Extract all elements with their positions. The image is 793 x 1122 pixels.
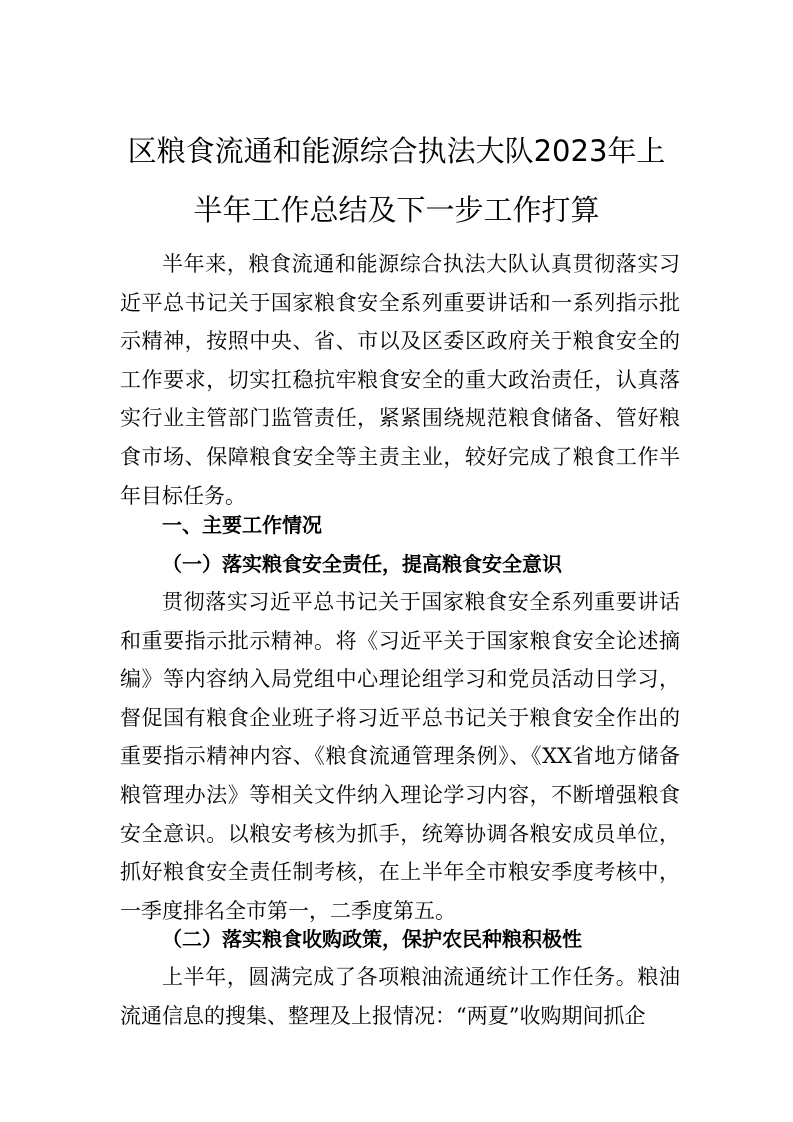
subsection-1-paragraph: 贯彻落实习近平总书记关于国家粮食安全系列重要讲话和重要指示批示精神。将《习近平关于国家粮食安全论述摘编》等内容纳入局党组中心理论组学习和党员活动日学习，督促国有粮食企业班子将习近平总书记关于粮食安全作出的重要指示精神内容、《粮食流通管理条例》、《XX省地方储备粮管理办法》等相关文件纳入理论学习内容，不断增强粮食安全意识。以粮安考核为抓手，统筹协调各粮安成员单位，抓好粮食安全责任制考核，在上半年全市粮安季度考核中，一季度排名全市第一，二季度第五。 — [120, 590, 680, 923]
document-title-line-1: 区粮食流通和能源综合执法大队2023年上 — [127, 134, 666, 168]
document-title-line-2: 半年工作总结及下一步工作打算 — [193, 193, 600, 227]
section-heading-main-work: 一、主要工作情况 — [162, 513, 322, 537]
intro-paragraph: 半年来，粮食流通和能源综合执法大队认真贯彻落实习近平总书记关于国家粮食安全系列重要讲话和一系列指示批示精神，按照中央、省、市以及区委区政府关于粮食安全的工作要求，切实扛稳抗牢粮食安全的重大政治责任，认真落实行业主管部门监管责任，紧紧围绕规范粮食储备、管好粮食市场、保障粮食安全等主责主业，较好完成了粮食工作半年目标任务。 — [120, 252, 680, 508]
subsection-heading-2: （二）落实粮食收购政策，保护农民种粮积极性 — [162, 927, 582, 951]
subsection-heading-1: （一）落实粮食安全责任，提高粮食安全意识 — [162, 552, 562, 576]
subsection-2-paragraph: 上半年，圆满完成了各项粮油流通统计工作任务。粮油流通信息的搜集、整理及上报情况：“两夏”收购期间抓企 — [120, 965, 680, 1028]
